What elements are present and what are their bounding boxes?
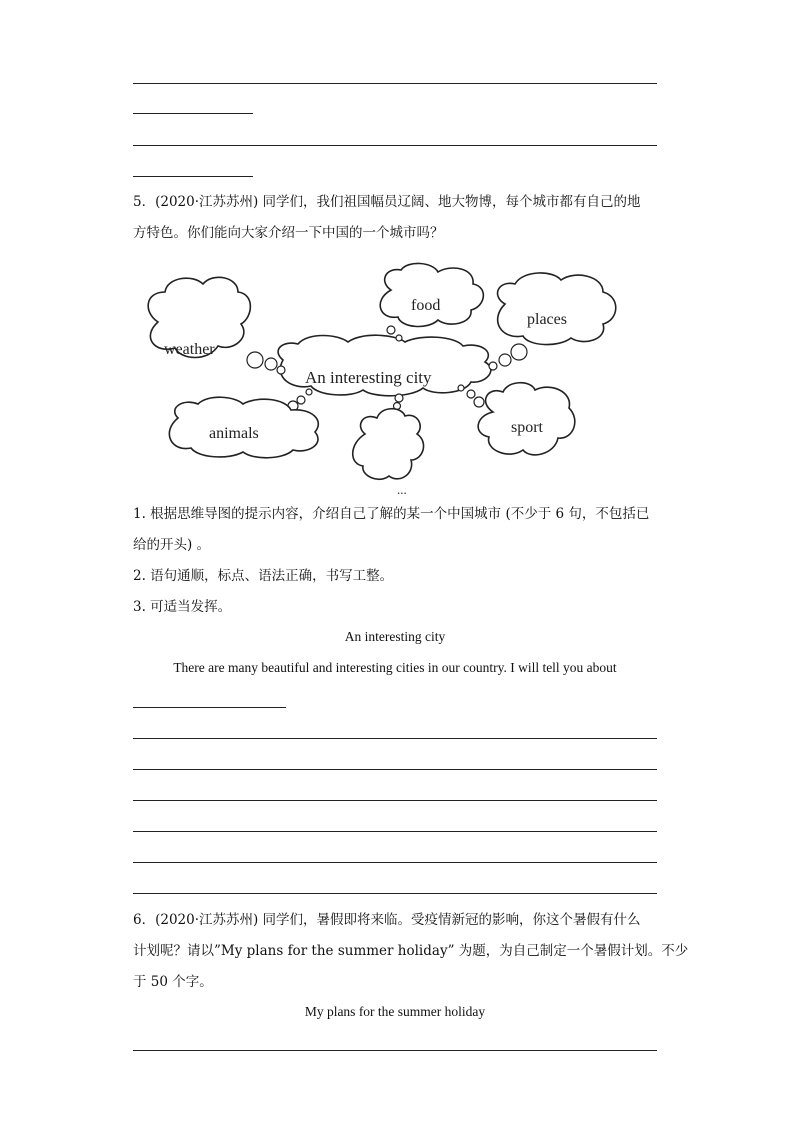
q5-question: 5．(2020·江苏苏州) 同学们，我们祖国幅员辽阔、地大物博，每个城市都有自己的地 <box>133 194 641 210</box>
requirement-3: 3. 可适当发挥。 <box>133 599 232 615</box>
node-sport: sport <box>511 419 543 436</box>
answer-line <box>133 831 657 832</box>
answer-line <box>133 83 657 84</box>
answer-line <box>133 769 657 770</box>
requirement-2: 2. 语句通顺，标点、语法正确，书写工整。 <box>133 568 394 584</box>
node-more: ... <box>397 482 407 497</box>
answer-line <box>133 738 657 739</box>
answer-line <box>133 1050 657 1051</box>
mind-map-diagram <box>133 262 657 498</box>
mind-map <box>133 262 657 498</box>
requirement-1: 1. 根据思维导图的提示内容，介绍自己了解的某一个中国城市 (不少于 6 句，不包括已 <box>133 506 650 522</box>
essay-opening: There are many beautiful and interesting cities in our country. I will tell you about <box>173 660 617 675</box>
q5-question-cont: 方特色。你们能向大家介绍一下中国的一个城市吗？ <box>133 225 444 241</box>
q6-question: 6．(2020·江苏苏州) 同学们，暑假即将来临。受疫情新冠的影响，你这个暑假有什么 <box>133 912 641 928</box>
center-label: An interesting city <box>305 368 432 387</box>
answer-line <box>133 176 253 177</box>
node-animals: animals <box>209 425 259 442</box>
q6-question-cont2: 于 50 个字。 <box>133 974 213 990</box>
q6-question-cont: 计划呢？请以”My plans for the summer holiday” 为题，为自己制定一个暑假计划。不少 <box>133 943 689 959</box>
essay-title: An interesting city <box>344 629 446 644</box>
q6-title: My plans for the summer holiday <box>304 1004 486 1019</box>
answer-line <box>133 145 657 146</box>
answer-line <box>133 707 286 708</box>
answer-line <box>133 893 657 894</box>
node-food: food <box>411 297 441 314</box>
cloud-food <box>380 263 483 326</box>
cloud-empty <box>353 409 424 480</box>
requirement-1-cont: 给的开头) 。 <box>133 537 211 553</box>
cloud-places <box>498 273 616 345</box>
answer-line <box>133 113 253 114</box>
answer-line <box>133 862 657 863</box>
answer-line <box>133 800 657 801</box>
node-weather: weather <box>164 341 215 358</box>
node-places: places <box>527 311 567 328</box>
